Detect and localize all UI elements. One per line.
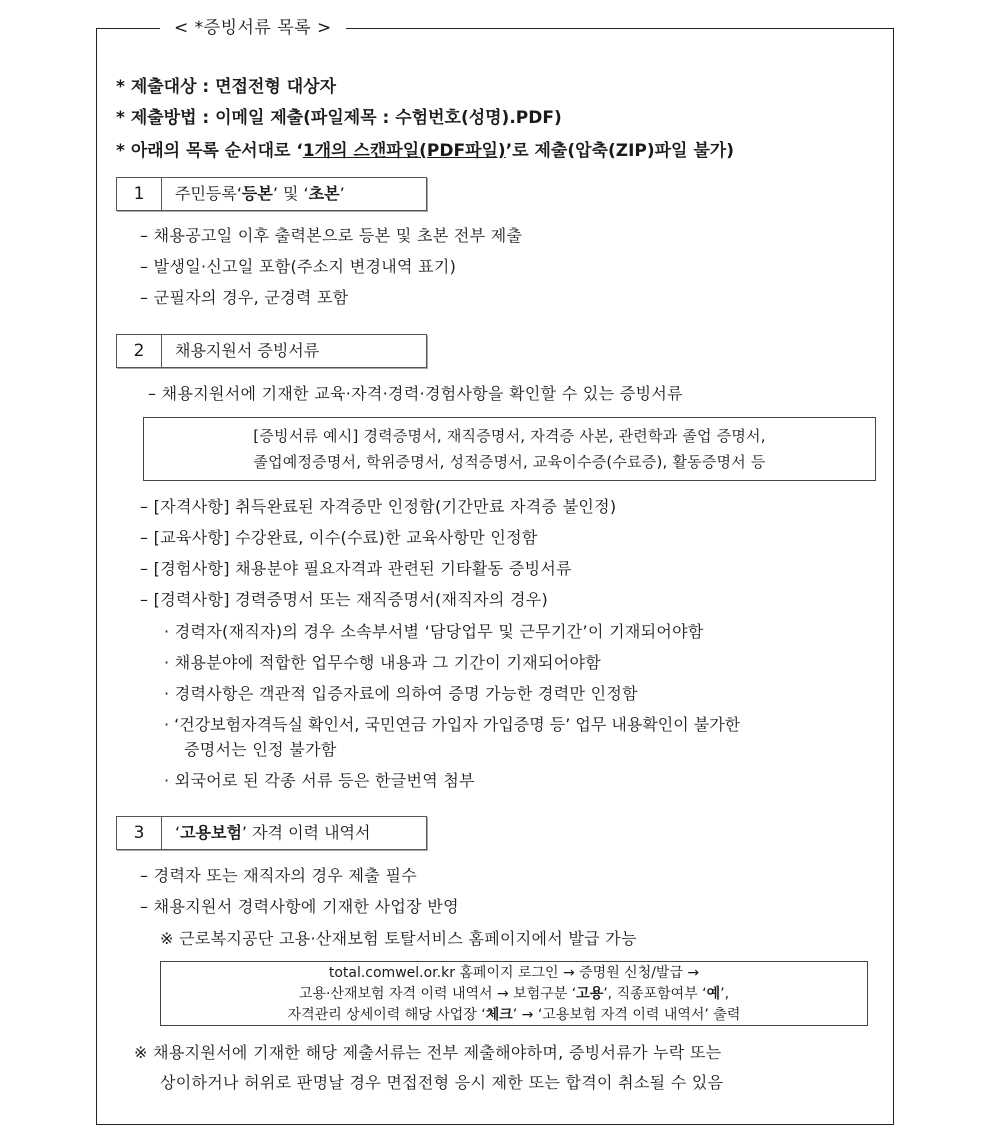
submit-target-text: 제출대상 : 면접전형 대상자 (130, 77, 337, 97)
title-part: ’ (241, 823, 248, 842)
guide-part: 고용·산재보험 자격 이력 내역서 → 보험구분 ‘ (298, 986, 577, 1002)
title-bold-part: 고용보험 (180, 823, 242, 842)
list-item: – 군필자의 경우, 군경력 포함 (140, 288, 349, 307)
sub-list-item: · ‘건강보험자격득실 확인서, 국민연금 가입자 가입증명 등’ 업무 내용확인이 불가한 (164, 715, 741, 734)
section-title: 채용지원서 증빙서류 (175, 341, 320, 360)
guide-part: ’, (720, 986, 730, 1002)
section-number: 3 (117, 817, 162, 849)
list-item: – 채용지원서 경력사항에 기재한 사업장 반영 (140, 897, 459, 916)
footer-note-line: 상이하거나 허위로 판명날 경우 면접전형 응시 제한 또는 합격이 취소될 수 있음 (160, 1073, 724, 1092)
title-part: ‘ (175, 823, 181, 842)
submit-target-line (116, 75, 336, 99)
example-line: 졸업예정증명서, 학위증명서, 성적증명서, 교육이수증(수료증), 활동증명서 등 (253, 453, 766, 471)
sub-list-item-continued: 증명서는 인정 불가함 (184, 740, 337, 759)
section-intro: – 채용지원서에 기재한 교육·자격·경력·경험사항을 확인할 수 있는 증빙서류 (148, 384, 683, 403)
section-title (175, 817, 370, 849)
footer-note-line: ※ 채용지원서에 기재한 해당 제출서류는 전부 제출해야하며, 증빙서류가 누락 또는 (134, 1043, 722, 1062)
guide-part: 자격관리 상세이력 해당 사업장 ‘ (287, 1007, 486, 1023)
guide-bold-part: 체크 (485, 1007, 513, 1023)
list-item: – [경력사항] 경력증명서 또는 재직증명서(재직자의 경우) (140, 590, 549, 609)
submit-order-post: 로 제출(압축(ZIP)파일 불가) (512, 141, 734, 161)
title-part: 주민등록‘ (175, 184, 242, 203)
sub-list-item: · 경력사항은 객관적 입증자료에 의하여 증명 가능한 경력만 인정함 (164, 684, 638, 703)
submit-order-line (116, 139, 734, 163)
sub-list-item: · 경력자(재직자)의 경우 소속부서별 ‘담당업무 및 근무기간’이 기재되어야함 (164, 622, 704, 641)
section-number: 2 (117, 335, 162, 367)
guide-part: ’, 직종포함여부 ‘ (603, 986, 707, 1002)
guide-line (161, 1005, 867, 1026)
submit-method-line (116, 106, 562, 130)
sub-list-item: · 채용분야에 적합한 업무수행 내용과 그 기간이 기재되어야함 (164, 653, 601, 672)
section-title (175, 178, 345, 210)
guide-part: ’ → ‘고용보험 자격 이력 내역서’ 출력 (512, 1007, 741, 1023)
section-1-header (116, 177, 427, 211)
title-bold-part: 등본 (241, 184, 273, 203)
section-2-header (116, 334, 427, 368)
bullet-star: * (116, 141, 125, 161)
guide-line: total.comwel.or.kr 홈페이지 로그인 → 증명원 신청/발급 → (328, 965, 700, 981)
section-3-header (116, 816, 427, 850)
guide-bold-part: 예 (706, 986, 721, 1002)
sub-list-item: · 외국어로 된 각종 서류 등은 한글번역 첨부 (164, 771, 475, 790)
frame-title: < *증빙서류 목록 > (160, 14, 346, 42)
title-part: 자격 이력 내역서 (247, 823, 371, 842)
list-item: – 발생일·신고일 포함(주소지 변경내역 표기) (140, 257, 457, 276)
list-item: – [경험사항] 채용분야 필요자격과 관련된 기타활동 증빙서류 (140, 559, 572, 578)
list-item: – 경력자 또는 재직자의 경우 제출 필수 (140, 866, 417, 885)
bullet-star: * (116, 77, 125, 97)
bullet-star: * (116, 108, 125, 128)
quote-close: ’ (505, 141, 513, 161)
section-number: 1 (117, 178, 162, 210)
quote-open: ‘ (296, 141, 303, 161)
title-part: ’ (339, 184, 345, 203)
title-bold-part: 초본 (308, 184, 340, 203)
guide-bold-part: 고용 (576, 986, 604, 1002)
list-item: – 채용공고일 이후 출력본으로 등본 및 초본 전부 제출 (140, 226, 523, 245)
single-scan-file-text: 1개의 스캔파일(PDF파일) (302, 141, 506, 161)
submit-order-pre: 아래의 목록 순서대로 (130, 141, 297, 161)
example-box (143, 417, 876, 481)
issue-guide-box (160, 961, 868, 1026)
note-line: ※ 근로복지공단 고용·산재보험 토탈서비스 홈페이지에서 발급 가능 (160, 929, 637, 948)
example-line: [증빙서류 예시] 경력증명서, 재직증명서, 자격증 사본, 관련학과 졸업 증명서, (253, 427, 766, 445)
submit-method-text: 제출방법 : 이메일 제출(파일제목 : 수험번호(성명).PDF) (130, 108, 562, 128)
guide-line (161, 984, 867, 1005)
list-item: – [교육사항] 수강완료, 이수(수료)한 교육사항만 인정함 (140, 528, 538, 547)
list-item: – [자격사항] 취득완료된 자격증만 인정함(기간만료 자격증 불인정) (140, 497, 617, 516)
title-part: ’ 및 ‘ (272, 184, 309, 203)
